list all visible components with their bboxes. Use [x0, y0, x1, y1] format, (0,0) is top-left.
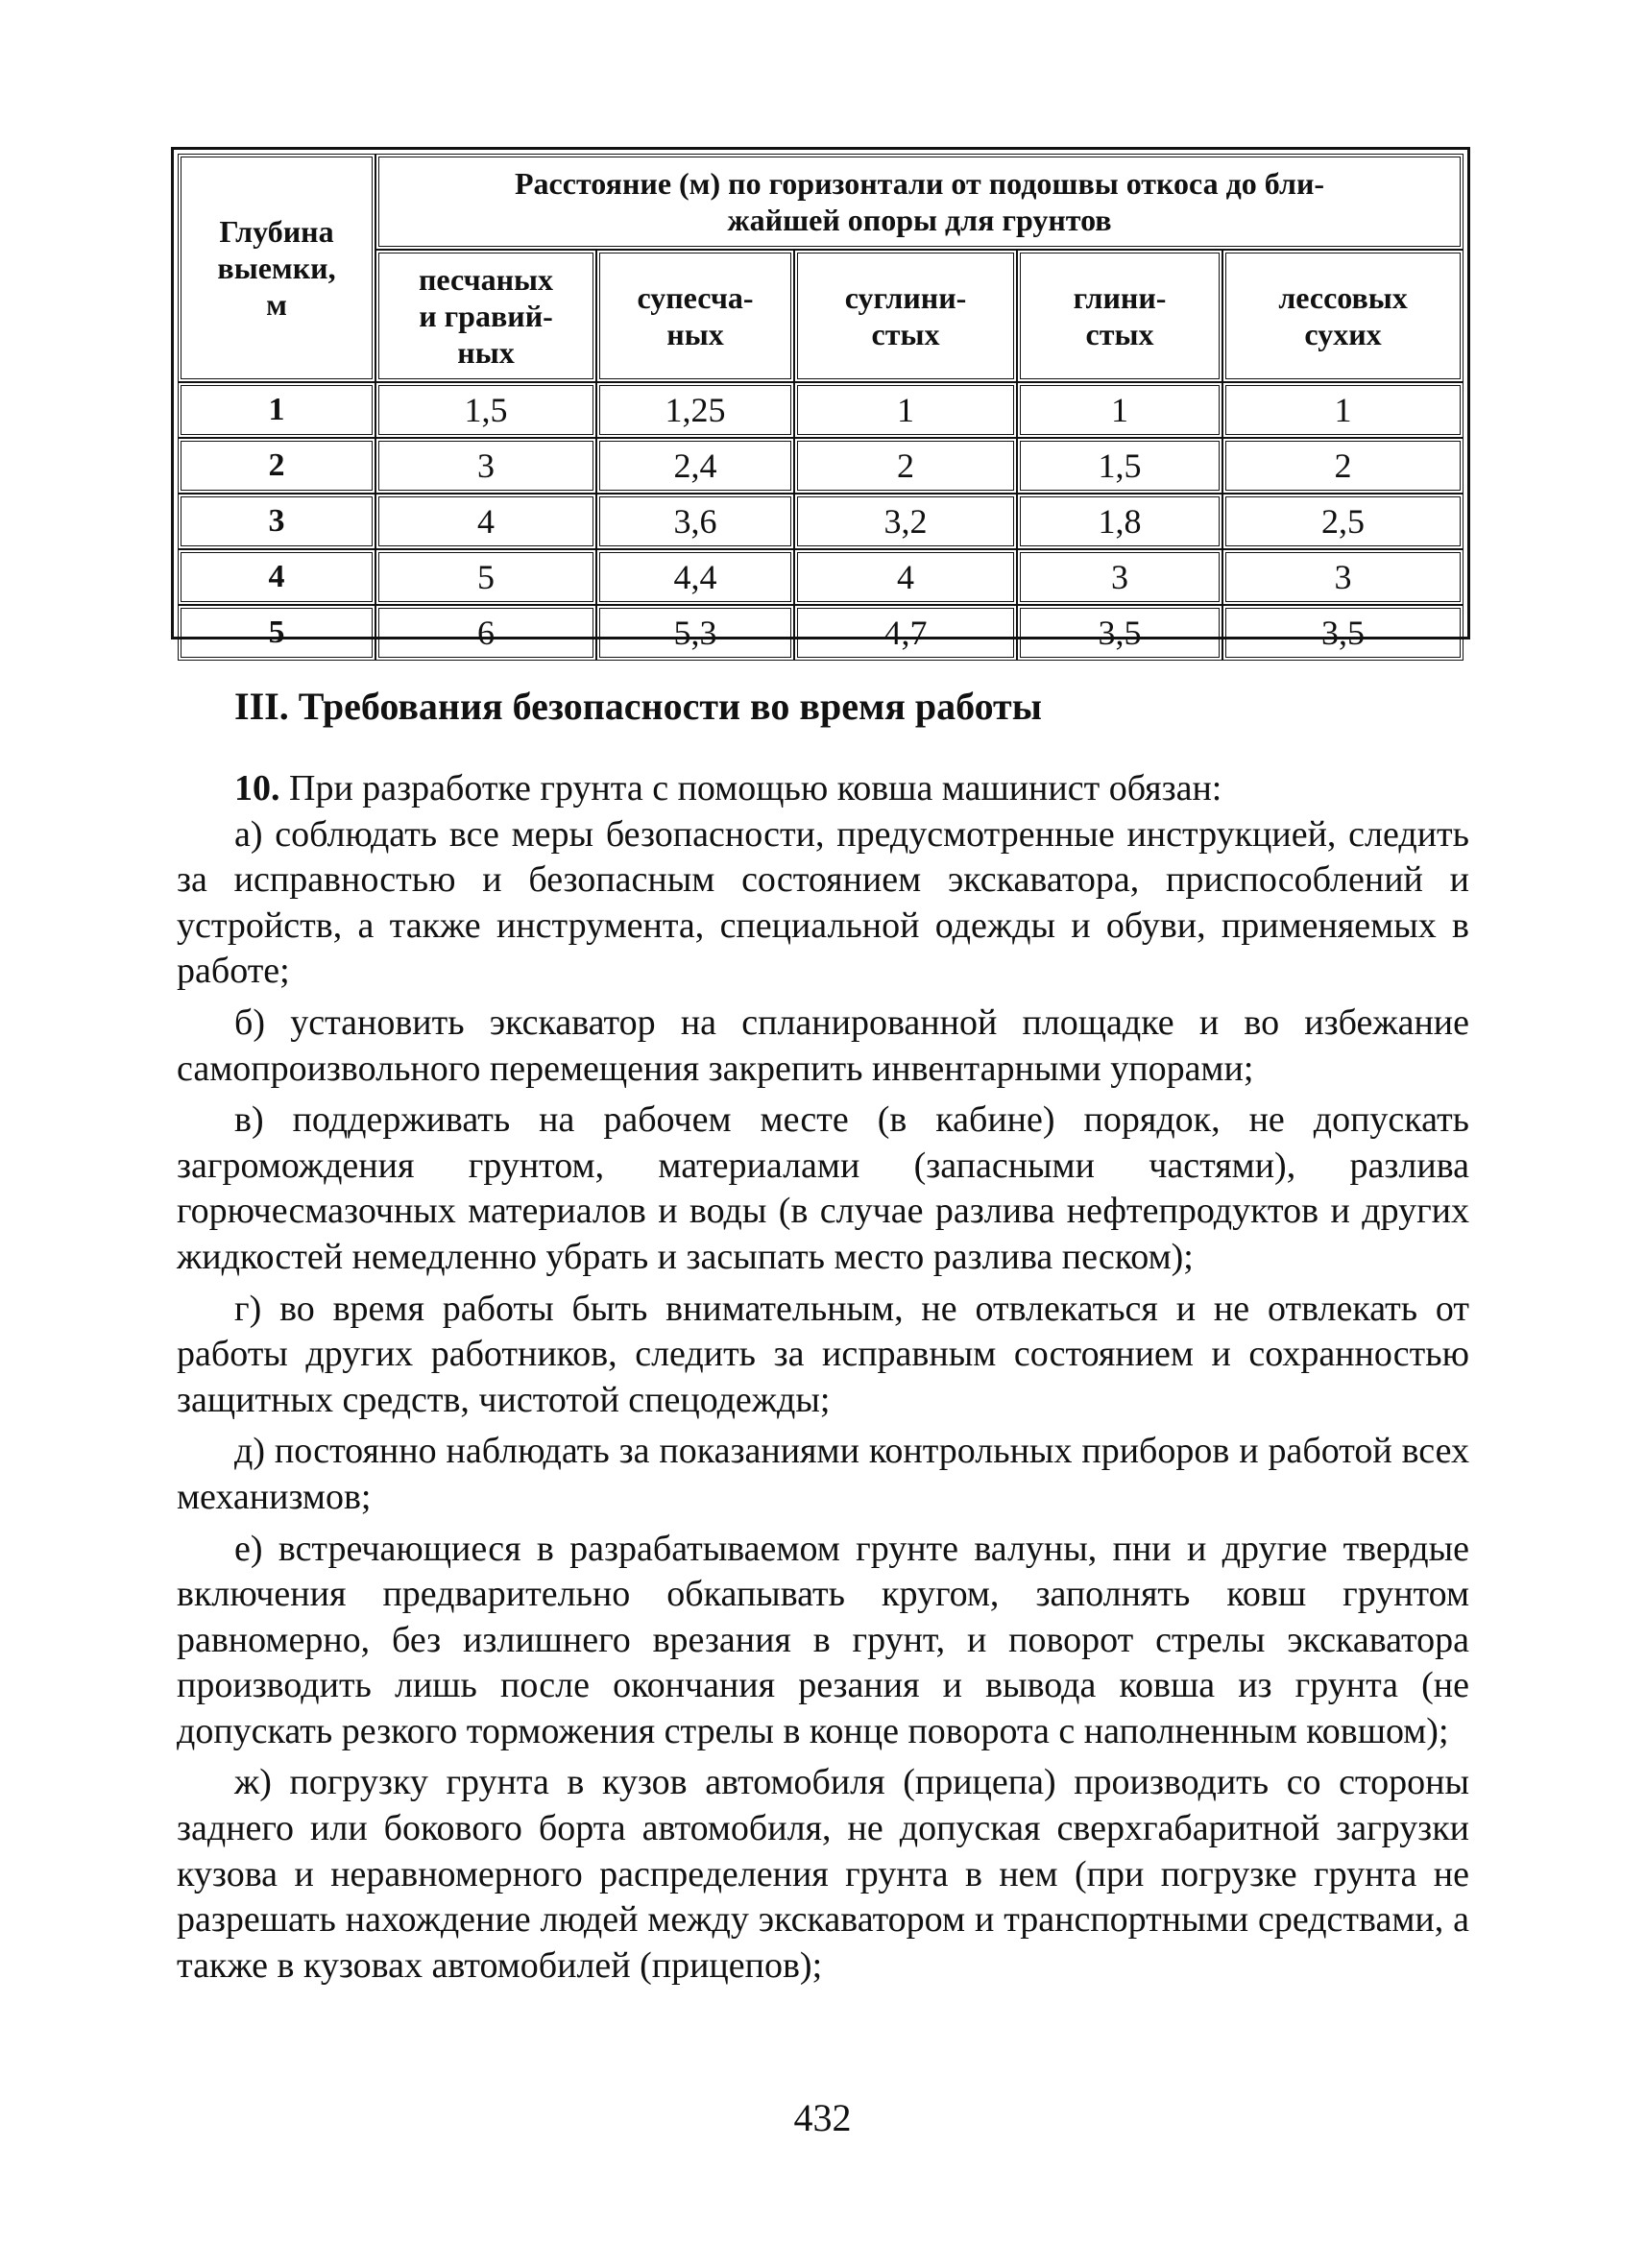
depth-column-header	[178, 154, 375, 382]
table-cell: 4	[375, 494, 596, 549]
table-cell: 3,2	[794, 494, 1017, 549]
soil-header-line: сухих	[1304, 317, 1382, 351]
table-cell: 3,5	[1222, 605, 1464, 661]
table-cell: 3	[1222, 549, 1464, 605]
depth-cell: 2	[178, 438, 375, 494]
intro-text: При разработке грунта с помощью ковша машинист обязан:	[279, 768, 1222, 808]
table-cell: 1,5	[1017, 438, 1222, 494]
table-cell: 2	[1222, 438, 1464, 494]
soil-header-line: ных	[666, 317, 724, 351]
body-text	[177, 766, 1469, 1989]
table-cell: 4	[794, 549, 1017, 605]
depth-header-line: м	[266, 287, 287, 322]
page-number: 432	[793, 2096, 852, 2139]
soil-header-line: глини-	[1073, 280, 1167, 315]
table-cell: 5	[375, 549, 596, 605]
list-item: г) во время работы быть внимательным, не отвлекаться и не отвлекать от работы других работников, следить за исправным состоянием и сохранностью защитных средств, чистотой спецодежды;	[177, 1288, 1469, 1420]
list-item: ж) погрузку грунта в кузов автомобиля (прицепа) производить со стороны заднего или бокового борта автомобиля, не допуская сверхгабаритной загрузки кузова и неравномерного распределения грунта в нем (при погрузке грунта не разрешать нахождение людей между экскаватором и транспортными средствами, а также в кузовах автомобилей (прицепов);	[177, 1762, 1469, 1986]
soil-header-line: лессовых	[1278, 280, 1408, 315]
table-cell: 5,3	[596, 605, 794, 661]
table-row	[178, 605, 1464, 661]
table-cell: 3	[375, 438, 596, 494]
table-row	[178, 438, 1464, 494]
soil-column-header-loam	[794, 250, 1017, 382]
table-cell: 1	[1017, 382, 1222, 438]
table-row	[178, 549, 1464, 605]
soil-header-line: ных	[457, 335, 515, 370]
table-cell: 3,5	[1017, 605, 1222, 661]
table-row	[178, 382, 1464, 438]
table-cell: 1	[794, 382, 1017, 438]
distance-header-line: Расстояние (м) по горизонтали от подошвы откоса до бли-	[514, 166, 1325, 201]
table-cell: 3	[1017, 549, 1222, 605]
depth-cell: 5	[178, 605, 375, 661]
depth-header-line: выемки,	[217, 251, 336, 285]
depth-header-line: Глубина	[219, 214, 334, 249]
section-title: III. Требования безопасности во время работы	[234, 685, 1042, 728]
table-cell: 2	[794, 438, 1017, 494]
distance-table-grid	[178, 154, 1464, 661]
table-cell: 6	[375, 605, 596, 661]
soil-header-line: стых	[871, 317, 940, 351]
soil-column-header-sandy-loam	[596, 250, 794, 382]
item-number: 10.	[234, 768, 280, 808]
soil-header-line: и гравий-	[419, 299, 553, 333]
soil-header-line: супесча-	[637, 280, 754, 315]
list-item: а) соблюдать все меры безопасности, предусмотренные инструкцией, следить за исправностью и безопасным состоянием экскаватора, приспособлений и устройств, а также инструмента, специальной одежды и обуви, применяемых в работе;	[177, 813, 1469, 992]
distance-header-line: жайшей опоры для грунтов	[727, 203, 1112, 237]
table-cell: 1,5	[375, 382, 596, 438]
intro-paragraph	[177, 766, 1469, 812]
soil-header-line: суглини-	[844, 280, 967, 315]
table-cell: 4,7	[794, 605, 1017, 661]
table-cell: 4,4	[596, 549, 794, 605]
soil-column-header-clay	[1017, 250, 1222, 382]
soil-header-line: песчаных	[418, 262, 554, 297]
table-cell: 2,4	[596, 438, 794, 494]
table-cell: 2,5	[1222, 494, 1464, 549]
list-item: в) поддерживать на рабочем месте (в кабине) порядок, не допускать загромождения грунтом, материалами (запасными частями), разлива горючесмазочных материалов и воды (в случае разлива нефтепродуктов и других жидкостей немедленно убрать и засыпать место разлива песком);	[177, 1099, 1469, 1277]
soil-column-header-loess	[1222, 250, 1464, 382]
list-item: е) встречающиеся в разрабатываемом грунте валуны, пни и другие твердые включения предварительно обкапывать кругом, заполнять ковш грунтом равномерно, без излишнего врезания в грунт, и поворот стрелы экскаватора производить лишь после окончания резания и вывода ковша из грунта (не допускать резкого торможения стрелы в конце поворота с наполненным ковшом);	[177, 1528, 1469, 1751]
list-item: д) постоянно наблюдать за показаниями контрольных приборов и работой всех механизмов;	[177, 1431, 1469, 1517]
table-cell: 1,8	[1017, 494, 1222, 549]
depth-cell: 3	[178, 494, 375, 549]
list-item: б) установить экскаватор на спланированной площадке и во избежание самопроизвольного перемещения закрепить инвентарными упорами;	[177, 1001, 1469, 1089]
depth-cell: 1	[178, 382, 375, 438]
table-cell: 1	[1222, 382, 1464, 438]
table-row	[178, 494, 1464, 549]
soil-column-header-sandy	[375, 250, 596, 382]
table-cell: 1,25	[596, 382, 794, 438]
table-cell: 3,6	[596, 494, 794, 549]
depth-cell: 4	[178, 549, 375, 605]
distance-table	[171, 147, 1470, 652]
soil-header-line: стых	[1085, 317, 1154, 351]
distance-group-header	[375, 154, 1464, 250]
